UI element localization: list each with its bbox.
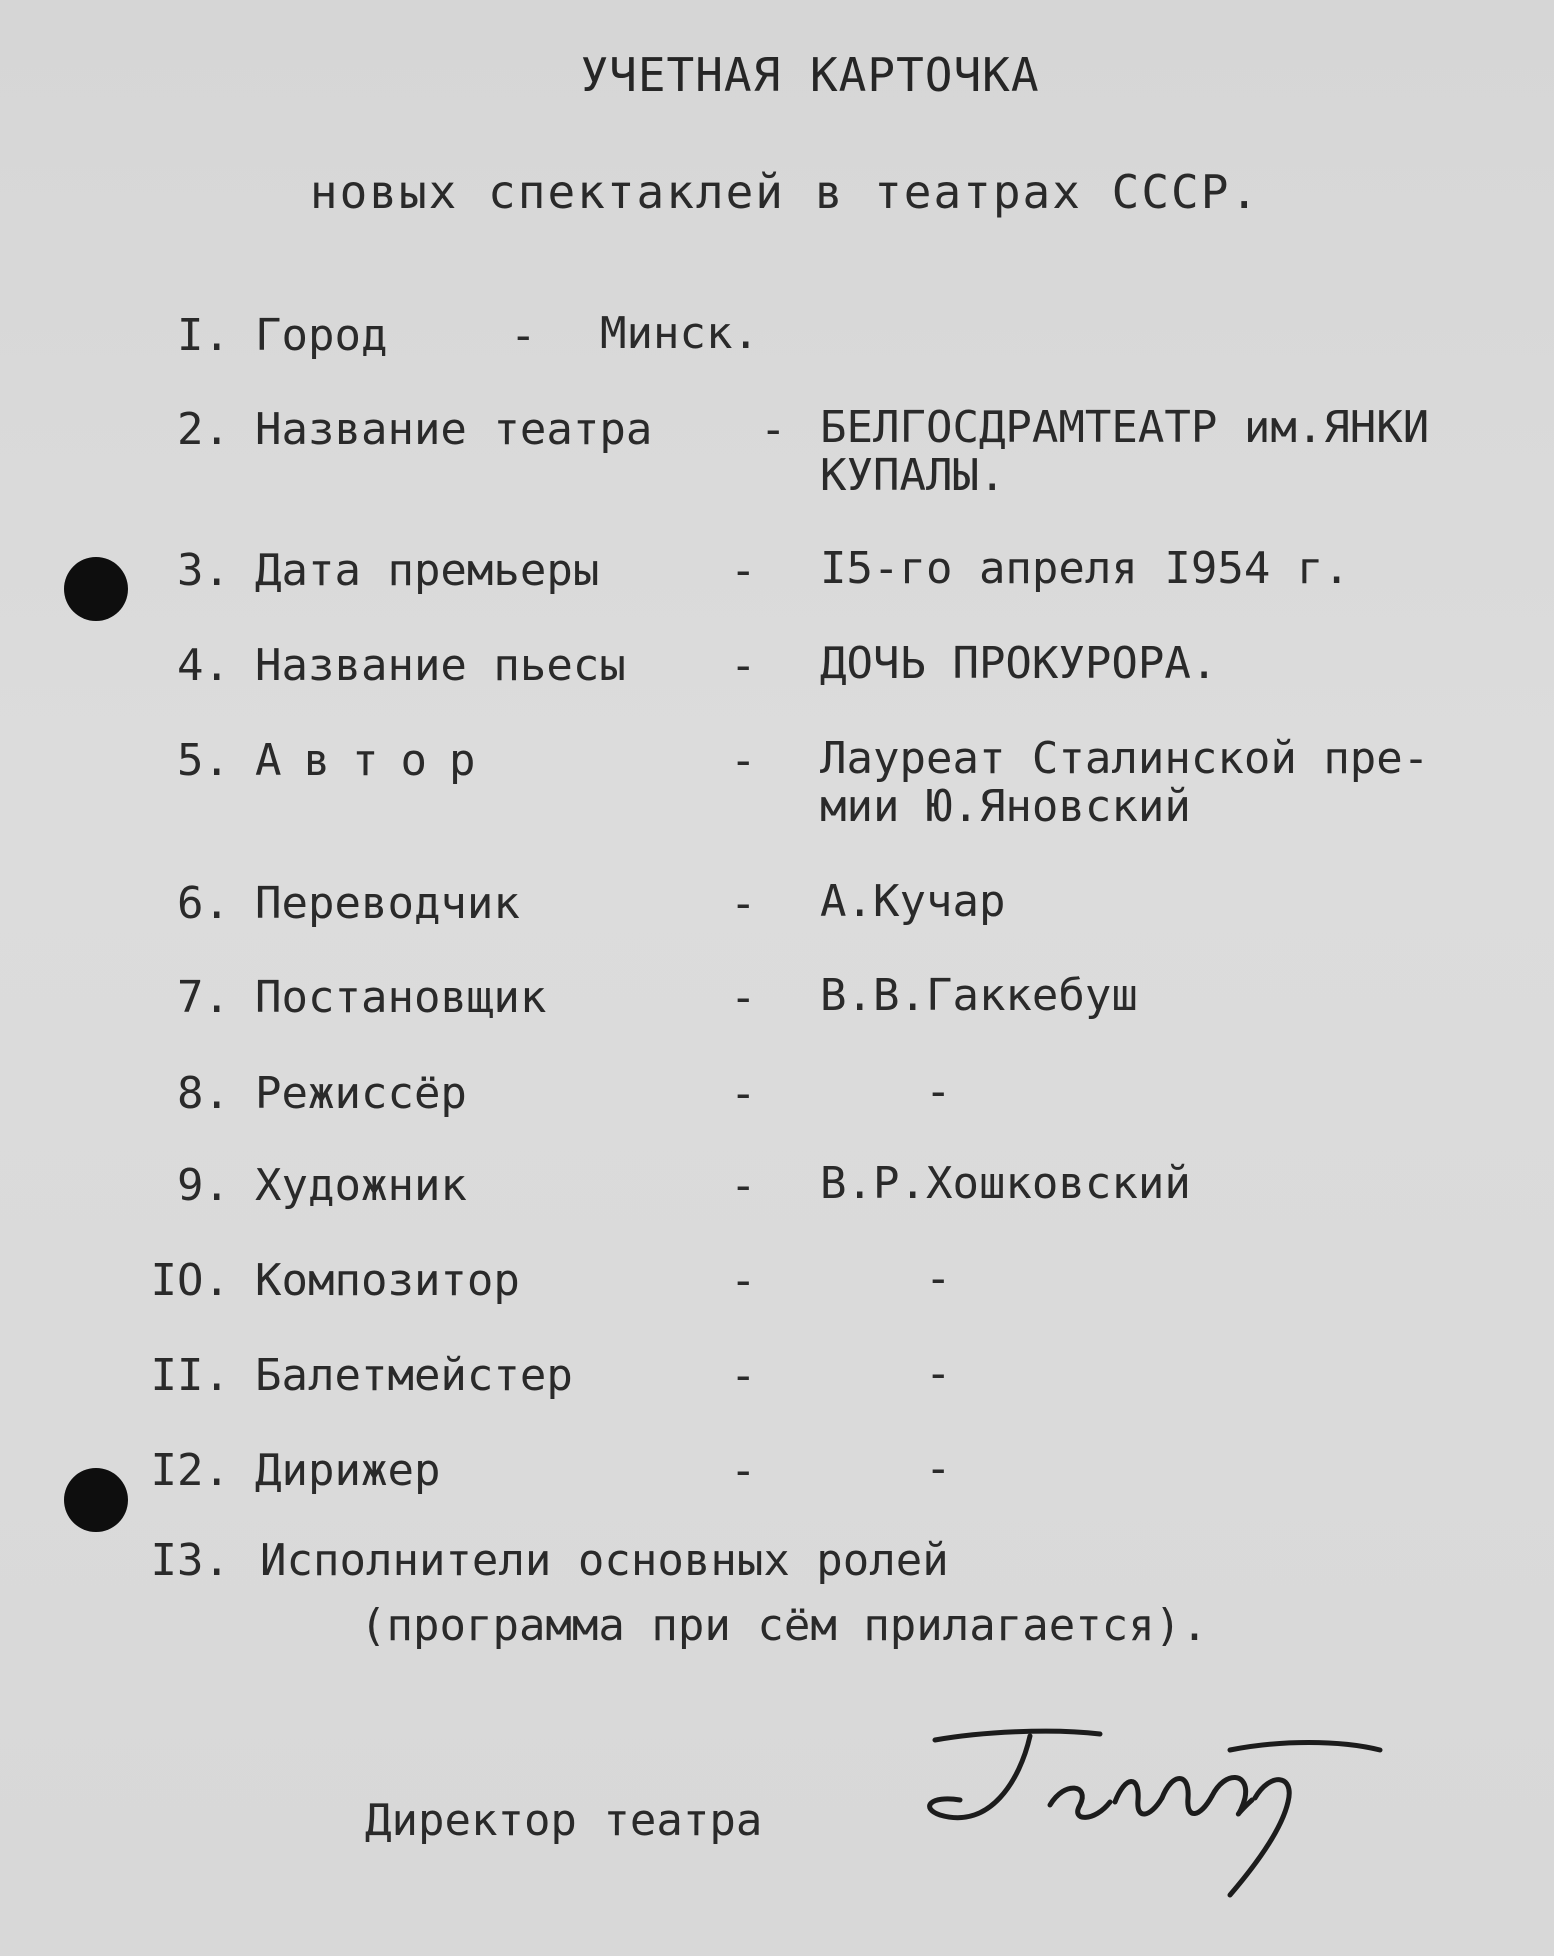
field-label: Композитор — [255, 1255, 520, 1306]
field-number: 2. — [177, 404, 230, 455]
field-number: I. — [177, 310, 230, 361]
field-value — [925, 1350, 952, 1398]
field-value-line: А.Кучар — [820, 876, 1006, 927]
field-dash: - — [730, 735, 757, 786]
field-value-line: - — [925, 1443, 952, 1494]
field-dash: - — [730, 1255, 757, 1306]
field-number: 8. — [177, 1068, 230, 1119]
field-value — [820, 1160, 1191, 1208]
field-value — [820, 404, 1429, 500]
field-value — [925, 1068, 952, 1116]
field-value — [600, 310, 759, 358]
field-number: 3. — [177, 545, 230, 596]
field-value — [820, 640, 1217, 688]
field-label: Постановщик — [255, 972, 547, 1023]
field-value — [820, 545, 1350, 593]
field-dash: - — [510, 310, 537, 361]
field-value-line: мии Ю.Яновский — [820, 781, 1191, 832]
field-number: 9. — [177, 1160, 230, 1211]
director-label: Директор театра — [365, 1795, 763, 1846]
field-number: 7. — [177, 972, 230, 1023]
field-label: Переводчик — [255, 878, 520, 929]
field-dash: - — [730, 1068, 757, 1119]
field-number: I3. — [150, 1535, 230, 1586]
field-dash: - — [730, 640, 757, 691]
field-label: Город — [255, 310, 388, 361]
field-dash: - — [730, 545, 757, 596]
field-dash: - — [730, 972, 757, 1023]
field-label: Название театра — [255, 404, 653, 455]
field-value — [925, 1445, 952, 1493]
field-label: Исполнители основных ролей — [260, 1535, 949, 1586]
field-label: Художник — [255, 1160, 467, 1211]
field-value — [820, 735, 1429, 831]
field-dash: - — [730, 1160, 757, 1211]
field-value-line: - — [925, 1348, 952, 1399]
field-label: Дирижер — [255, 1445, 441, 1496]
field-value-line: Минск. — [600, 308, 759, 359]
field-number: IO. — [150, 1255, 230, 1306]
field-value-line: В.В.Гаккебуш — [820, 970, 1138, 1021]
field-number: I2. — [150, 1445, 230, 1496]
field-value — [820, 972, 1138, 1020]
field-dash: - — [760, 404, 787, 455]
field-value-line: Лауреат Сталинской пре- — [820, 733, 1430, 784]
field-label: Название пьесы — [255, 640, 626, 691]
field-value — [820, 878, 1005, 926]
director-signature — [900, 1710, 1400, 1910]
field-number: 6. — [177, 878, 230, 929]
field-label: Балетмейстер — [255, 1350, 573, 1401]
field-value-line: I5-го апреля I954 г. — [820, 543, 1350, 594]
field-value-line: - — [925, 1253, 952, 1304]
field-number: II. — [150, 1350, 230, 1401]
field-value-line: В.Р.Хошковский — [820, 1158, 1191, 1209]
field-dash: - — [730, 1445, 757, 1496]
field-label: Режиссёр — [255, 1068, 467, 1119]
field-dash: - — [730, 878, 757, 929]
field-value-line: КУПАЛЫ. — [820, 450, 1006, 501]
field-value-line: - — [925, 1066, 952, 1117]
field-label: Дата премьеры — [255, 545, 600, 596]
document-title: УЧЕТНАЯ КАРТОЧКА — [580, 48, 1040, 102]
document-subtitle: новых спектаклей в театрах СССР. — [309, 165, 1261, 219]
field-value-line: БЕЛГОСДРАМТЕАТР им.ЯНКИ — [820, 402, 1430, 453]
field-value — [925, 1255, 952, 1303]
field-row-performers — [130, 1535, 949, 1586]
performers-note: (программа при сём прилагается). — [360, 1600, 1208, 1651]
field-label: Автор — [255, 735, 498, 786]
field-dash: - — [730, 1350, 757, 1401]
field-value-line: ДОЧЬ ПРОКУРОРА. — [820, 638, 1218, 689]
field-number: 4. — [177, 640, 230, 691]
field-number: 5. — [177, 735, 230, 786]
